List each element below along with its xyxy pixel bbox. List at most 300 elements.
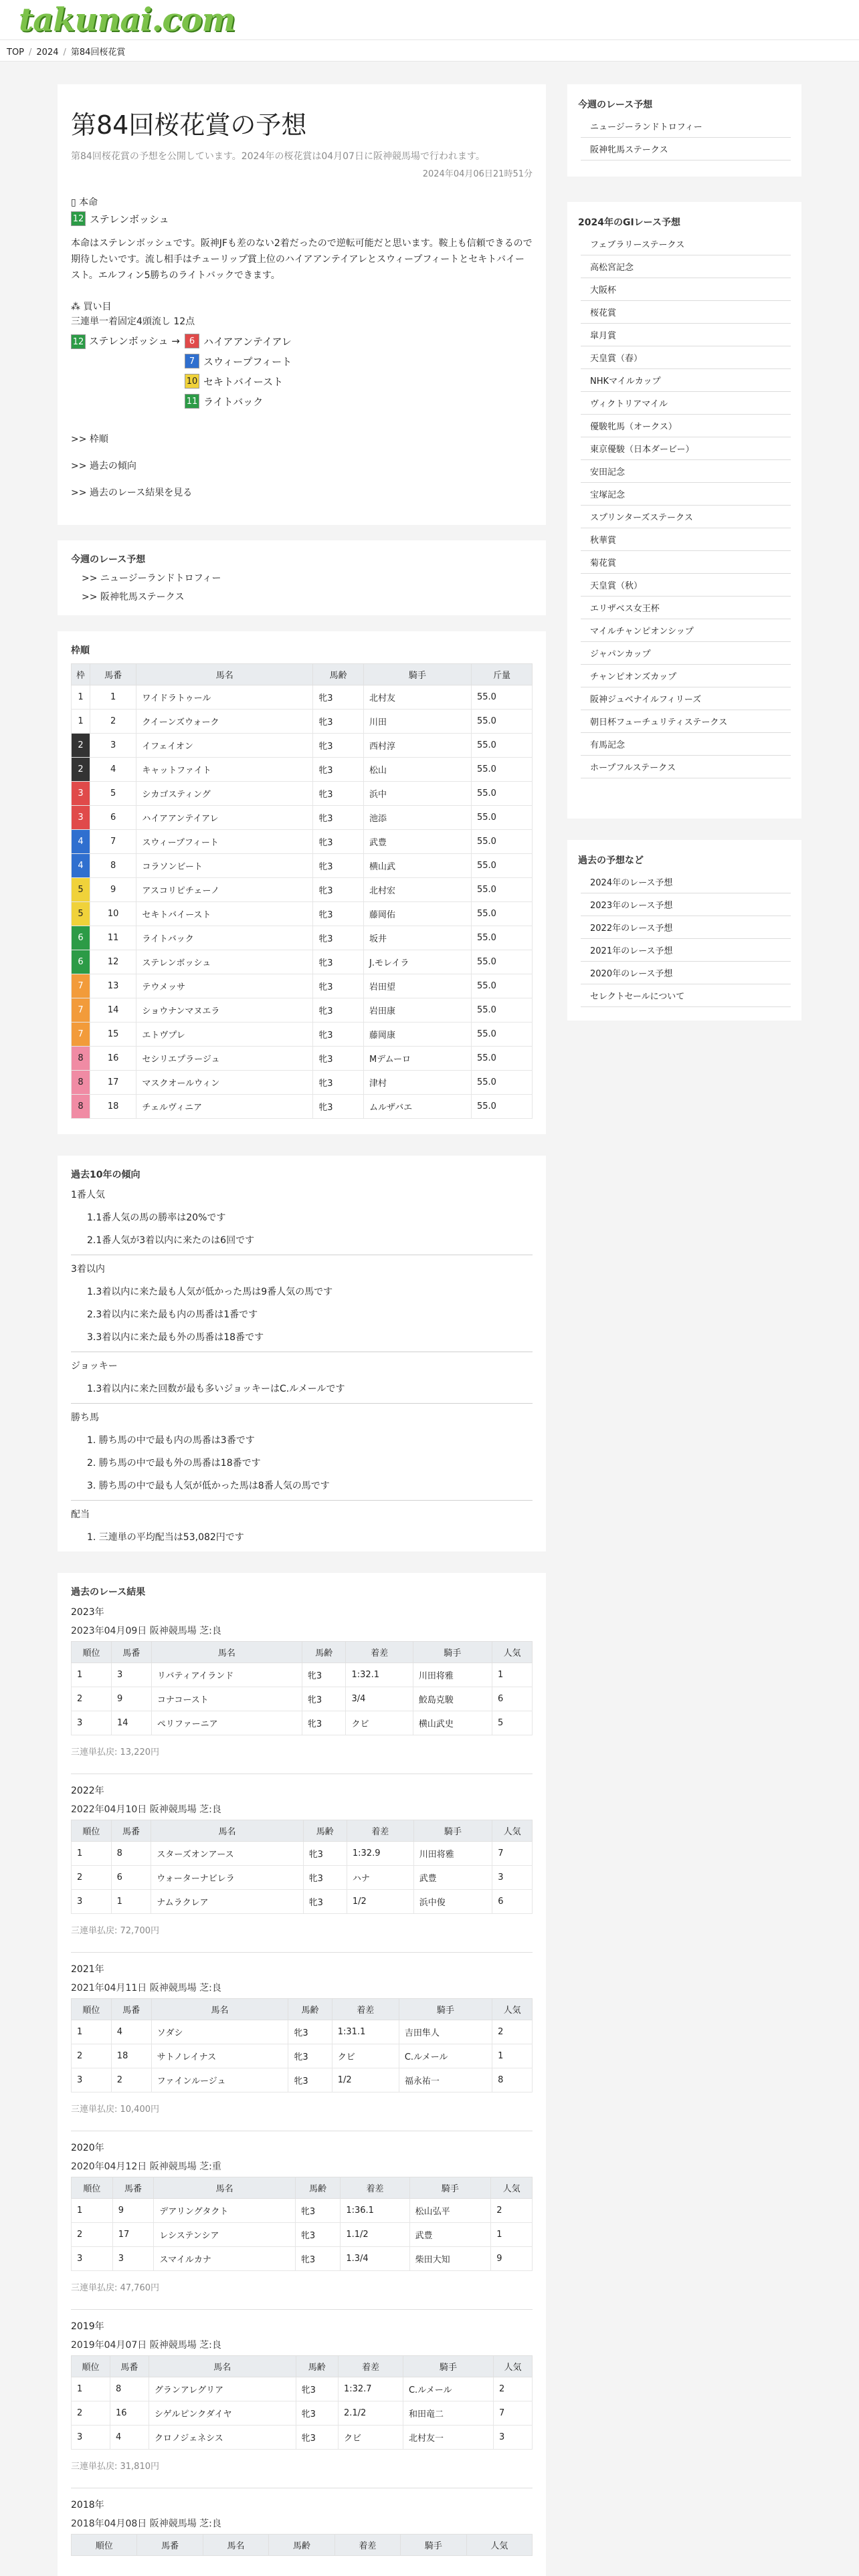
age-cell: 牝3 bbox=[313, 710, 364, 734]
margin-cell: 1:32.7 bbox=[338, 2377, 403, 2401]
column-header: 騎手 bbox=[409, 2177, 491, 2199]
table-row bbox=[72, 830, 533, 854]
link-results[interactable]: >> 過去のレース結果を見る bbox=[71, 488, 193, 498]
horse-number-cell: 3 bbox=[112, 2247, 154, 2271]
breadcrumb-current: 第84回桜花賞 bbox=[70, 47, 126, 58]
jockey-cell: Mデムーロ bbox=[364, 1047, 472, 1071]
jockey-cell: ムルザバエ bbox=[364, 1095, 472, 1119]
age-cell: 牝3 bbox=[313, 1047, 364, 1071]
column-header: 馬番 bbox=[112, 2177, 154, 2199]
waku-cell: 6 bbox=[72, 950, 90, 974]
trend-item: 2. 勝ち馬の中で最も外の馬番は18番です bbox=[87, 1458, 261, 1469]
age-cell: 牝3 bbox=[313, 1023, 364, 1047]
column-header: 騎手 bbox=[364, 664, 472, 685]
result-year-block bbox=[71, 1784, 533, 1936]
sidebar-past-card bbox=[567, 840, 801, 1021]
horse-number-cell: 16 bbox=[90, 1047, 136, 1071]
trend-category: 3着以内 bbox=[71, 1264, 105, 1275]
horse-name-cell: デアリングタクト bbox=[154, 2199, 295, 2223]
result-table bbox=[71, 1820, 533, 1914]
horse-number-badge: 7 bbox=[185, 354, 199, 368]
rank-cell: 1 bbox=[72, 1842, 112, 1866]
divider bbox=[71, 1500, 533, 1501]
horse-number-cell: 10 bbox=[90, 902, 136, 926]
honmei-heading bbox=[71, 195, 533, 209]
horse-name-cell[interactable]: セシリエプラージュ bbox=[136, 1047, 313, 1071]
table-row bbox=[72, 2044, 533, 2068]
popularity-cell: 7 bbox=[493, 2401, 532, 2426]
horse-number-cell: 5 bbox=[90, 782, 136, 806]
sidebar-link[interactable]: セレクトセールについて bbox=[581, 984, 791, 1007]
column-header: 着差 bbox=[346, 1642, 413, 1663]
trend-item: 1. 勝ち馬の中で最も内の馬番は3番です bbox=[87, 1435, 255, 1446]
weight-cell: 55.0 bbox=[471, 974, 532, 998]
jockey-cell: 柴田大知 bbox=[409, 2247, 491, 2271]
horse-number-cell: 18 bbox=[90, 1095, 136, 1119]
sidebar-link[interactable]: 天皇賞（春） bbox=[581, 346, 791, 369]
trend-title: 過去10年の傾向 bbox=[71, 1170, 140, 1180]
sidebar-link[interactable]: 優駿牝馬（オークス） bbox=[581, 415, 791, 437]
column-header: 馬番 bbox=[90, 664, 136, 685]
column-header: 人気 bbox=[492, 1642, 533, 1663]
money-icon: ⁂ bbox=[71, 302, 80, 312]
result-year: 2023年 bbox=[71, 1607, 104, 1618]
sidebar-link[interactable]: 秋華賞 bbox=[581, 528, 791, 551]
age-cell: 牝3 bbox=[303, 1866, 347, 1890]
column-header: 人気 bbox=[493, 2356, 532, 2377]
table-header-row bbox=[72, 2177, 533, 2199]
table-row bbox=[72, 1663, 533, 1687]
jockey-cell: 和田竜二 bbox=[403, 2401, 493, 2426]
age-cell: 牝3 bbox=[302, 1711, 346, 1735]
column-header: 馬齢 bbox=[296, 2356, 338, 2377]
popularity-cell: 1 bbox=[492, 2044, 533, 2068]
table-row bbox=[72, 1866, 533, 1890]
horse-name-cell[interactable]: エトヴプレ bbox=[136, 1023, 313, 1047]
horse-name-cell[interactable]: ワイドラトゥール bbox=[136, 685, 313, 710]
trend-category: 勝ち馬 bbox=[71, 1412, 99, 1423]
site-logo[interactable]: takunai.com bbox=[19, 1, 235, 39]
sidebar-link[interactable]: NHKマイルカップ bbox=[581, 369, 791, 392]
link-trend[interactable]: >> 過去の傾向 bbox=[71, 461, 136, 471]
sidebar-link[interactable]: フェブラリーステークス bbox=[581, 233, 791, 255]
age-cell: 牝3 bbox=[288, 2044, 332, 2068]
sidebar-link[interactable]: ホープフルステークス bbox=[581, 756, 791, 778]
table-header-row bbox=[72, 1820, 533, 1842]
payout-text: 三連単払戻: 13,220円 bbox=[71, 1747, 159, 1757]
column-header: 馬齢 bbox=[303, 1820, 347, 1842]
trend-category: 配当 bbox=[71, 1509, 90, 1520]
result-year: 2022年 bbox=[71, 1786, 104, 1796]
kaime-partner-name: セキトバイースト bbox=[203, 375, 283, 388]
sidebar-g1-title: 2024年のGⅠレース予想 bbox=[578, 217, 680, 228]
column-header: 順位 bbox=[72, 2535, 137, 2556]
jockey-cell: 松山 bbox=[364, 758, 472, 782]
column-header: 人気 bbox=[492, 1999, 533, 2020]
horse-name-cell[interactable]: ステレンボッシュ bbox=[136, 950, 313, 974]
sidebar-link[interactable]: 2023年のレース予想 bbox=[581, 893, 791, 916]
breadcrumb-year[interactable]: 2024 bbox=[36, 47, 59, 58]
kaime-heading bbox=[71, 300, 533, 313]
sidebar-link[interactable]: 2021年のレース予想 bbox=[581, 939, 791, 962]
column-header: 馬番 bbox=[137, 2535, 203, 2556]
column-header: 馬番 bbox=[110, 2356, 149, 2377]
waku-cell: 1 bbox=[72, 710, 90, 734]
jockey-cell: 北村友 bbox=[364, 685, 472, 710]
column-header: 騎手 bbox=[399, 1999, 492, 2020]
past-results-title: 過去のレース結果 bbox=[71, 1587, 146, 1598]
horse-number-cell: 2 bbox=[111, 2068, 151, 2092]
column-header: 騎手 bbox=[413, 1820, 492, 1842]
sidebar-link[interactable]: チャンピオンズカップ bbox=[581, 665, 791, 687]
check-icon: ▯ bbox=[71, 197, 76, 208]
post-position-title: 枠順 bbox=[71, 645, 90, 656]
column-header: 人気 bbox=[466, 2535, 532, 2556]
sidebar-link[interactable]: 天皇賞（秋） bbox=[581, 574, 791, 597]
breadcrumb-top[interactable]: TOP bbox=[7, 47, 25, 58]
horse-number-badge: 6 bbox=[185, 334, 199, 348]
result-year-block bbox=[71, 2141, 533, 2293]
waku-cell: 1 bbox=[72, 685, 90, 710]
horse-name-cell[interactable]: クイーンズウォーク bbox=[136, 710, 313, 734]
jockey-cell: 横山武史 bbox=[413, 1711, 492, 1735]
horse-name-cell[interactable]: セキトバイースト bbox=[136, 902, 313, 926]
horse-name-cell: グランアレグリア bbox=[149, 2377, 296, 2401]
horse-name-cell: スターズオンアース bbox=[151, 1842, 303, 1866]
column-header: 馬名 bbox=[203, 2535, 268, 2556]
result-meta: 2019年04月07日 阪神競馬場 芝:良 bbox=[71, 2340, 221, 2351]
age-cell: 牝3 bbox=[313, 758, 364, 782]
column-header: 着差 bbox=[332, 1999, 399, 2020]
sidebar-link[interactable]: 阪神ジュベナイルフィリーズ bbox=[581, 687, 791, 710]
horse-name-cell: レシステンシア bbox=[154, 2223, 295, 2247]
horse-name-cell: サトノレイナス bbox=[151, 2044, 288, 2068]
margin-cell: 1:31.1 bbox=[332, 2020, 399, 2044]
result-meta: 2023年04月09日 阪神競馬場 芝:良 bbox=[71, 1626, 221, 1636]
horse-name-cell: クロノジェネシス bbox=[149, 2426, 296, 2450]
kaime-axis-name: ステレンボッシュ bbox=[88, 335, 169, 347]
table-row bbox=[72, 1047, 533, 1071]
horse-number-cell: 16 bbox=[110, 2401, 149, 2426]
horse-number-cell: 1 bbox=[90, 685, 136, 710]
column-header: 着差 bbox=[338, 2356, 403, 2377]
age-cell: 牝3 bbox=[313, 734, 364, 758]
age-cell: 牝3 bbox=[313, 830, 364, 854]
rank-cell: 3 bbox=[72, 2068, 112, 2092]
jockey-cell: 川田 bbox=[364, 710, 472, 734]
honmei-comment: 本命はステレンボッシュです。阪神JFも差のない2着だったので逆転可能だと思います。鞍上も信頼できるので期待したいです。流し相手はチューリップ賞上位のハイアアンテイアレとスウィープフィートとセキトバイースト。エルフィン5勝ちのライトバックできます。 bbox=[71, 238, 533, 281]
margin-cell: 1:32.9 bbox=[347, 1842, 413, 1866]
table-row bbox=[72, 758, 533, 782]
waku-cell: 2 bbox=[72, 734, 90, 758]
sidebar-link[interactable]: 大阪杯 bbox=[581, 278, 791, 301]
horse-number-cell: 14 bbox=[90, 998, 136, 1023]
rank-cell: 1 bbox=[72, 2377, 110, 2401]
table-row bbox=[72, 1095, 533, 1119]
horse-name-cell[interactable]: スウィープフィート bbox=[136, 830, 313, 854]
jockey-cell: 津村 bbox=[364, 1071, 472, 1095]
sidebar-link[interactable]: 2022年のレース予想 bbox=[581, 916, 791, 939]
horse-name-cell[interactable]: テウメッサ bbox=[136, 974, 313, 998]
result-meta: 2021年04月11日 阪神競馬場 芝:良 bbox=[71, 1983, 221, 1994]
horse-name-cell: コナコースト bbox=[151, 1687, 302, 1711]
week-races-title: 今週のレース予想 bbox=[71, 554, 146, 565]
weight-cell: 55.0 bbox=[471, 1095, 532, 1119]
jockey-cell: 西村淳 bbox=[364, 734, 472, 758]
trend-item: 2.3着以内に来た最も内の馬番は1番です bbox=[87, 1309, 258, 1320]
trend-category: 1番人気 bbox=[71, 1190, 105, 1200]
weight-cell: 55.0 bbox=[471, 926, 532, 950]
sidebar-link[interactable]: 東京優駿（日本ダービー） bbox=[581, 437, 791, 460]
column-header: 人気 bbox=[491, 2177, 533, 2199]
result-meta: 2018年04月08日 阪神競馬場 芝:良 bbox=[71, 2518, 221, 2529]
column-header: 着差 bbox=[347, 1820, 413, 1842]
rank-cell: 2 bbox=[72, 2044, 112, 2068]
weight-cell: 55.0 bbox=[471, 1023, 532, 1047]
prediction-card bbox=[58, 84, 546, 525]
divider bbox=[71, 1952, 533, 1953]
sidebar-past-title: 過去の予想など bbox=[578, 855, 644, 866]
horse-number-cell: 3 bbox=[111, 1663, 151, 1687]
age-cell: 牝3 bbox=[313, 902, 364, 926]
sidebar-link[interactable]: 2024年のレース予想 bbox=[581, 871, 791, 893]
column-header: 馬名 bbox=[154, 2177, 295, 2199]
result-table bbox=[71, 2534, 533, 2556]
column-header: 馬名 bbox=[149, 2356, 296, 2377]
sidebar-link[interactable]: 桜花賞 bbox=[581, 301, 791, 324]
sidebar-link[interactable]: 阪神牝馬ステークス bbox=[581, 138, 791, 160]
horse-number-cell: 6 bbox=[90, 806, 136, 830]
age-cell: 牝3 bbox=[303, 1890, 347, 1914]
column-header: 騎手 bbox=[403, 2356, 493, 2377]
popularity-cell: 9 bbox=[491, 2247, 533, 2271]
weight-cell: 55.0 bbox=[471, 806, 532, 830]
week-race-link[interactable]: >> 阪神牝馬ステークス bbox=[82, 592, 185, 603]
jockey-cell: 鮫島克駿 bbox=[413, 1687, 492, 1711]
age-cell: 牝3 bbox=[313, 998, 364, 1023]
sidebar-link[interactable]: マイルチャンピオンシップ bbox=[581, 619, 791, 642]
jockey-cell: 北村宏 bbox=[364, 878, 472, 902]
sidebar-link[interactable]: 皐月賞 bbox=[581, 324, 791, 346]
horse-name-cell[interactable]: キャットファイト bbox=[136, 758, 313, 782]
sidebar-link[interactable]: 高松宮記念 bbox=[581, 255, 791, 278]
table-header-row bbox=[72, 1999, 533, 2020]
sidebar-link[interactable]: ヴィクトリアマイル bbox=[581, 392, 791, 415]
sidebar-week-card bbox=[567, 84, 801, 177]
sidebar-link[interactable]: 安田記念 bbox=[581, 460, 791, 483]
horse-number-cell: 2 bbox=[90, 710, 136, 734]
result-table bbox=[71, 2177, 533, 2271]
jockey-cell: 藤岡佑 bbox=[364, 902, 472, 926]
margin-cell: 3/4 bbox=[346, 1687, 413, 1711]
age-cell: 牝3 bbox=[295, 2223, 340, 2247]
column-header: 馬名 bbox=[151, 1820, 303, 1842]
weight-cell: 55.0 bbox=[471, 782, 532, 806]
horse-number-cell: 17 bbox=[90, 1071, 136, 1095]
horse-name-cell[interactable]: コラソンビート bbox=[136, 854, 313, 878]
weight-cell: 55.0 bbox=[471, 710, 532, 734]
link-waku[interactable]: >> 枠順 bbox=[71, 434, 108, 445]
popularity-cell: 2 bbox=[491, 2199, 533, 2223]
waku-cell: 8 bbox=[72, 1095, 90, 1119]
horse-name-cell[interactable]: イフェイオン bbox=[136, 734, 313, 758]
waku-cell: 3 bbox=[72, 806, 90, 830]
weight-cell: 55.0 bbox=[471, 758, 532, 782]
horse-name-cell[interactable]: ハイアアンテイアレ bbox=[136, 806, 313, 830]
rank-cell: 1 bbox=[72, 1663, 112, 1687]
horse-name-cell[interactable]: チェルヴィニア bbox=[136, 1095, 313, 1119]
table-row bbox=[72, 734, 533, 758]
rank-cell: 3 bbox=[72, 1711, 112, 1735]
jockey-cell: 吉田隼人 bbox=[399, 2020, 492, 2044]
margin-cell: ハナ bbox=[347, 1866, 413, 1890]
horse-number-cell: 4 bbox=[90, 758, 136, 782]
breadcrumb-separator: / bbox=[63, 47, 66, 58]
rank-cell: 1 bbox=[72, 2020, 112, 2044]
popularity-cell: 7 bbox=[492, 1842, 533, 1866]
table-row bbox=[72, 806, 533, 830]
page-description: 第84回桜花賞の予想を公開しています。2024年の桜花賞は04月07日に阪神競馬場で行われます。 bbox=[71, 151, 485, 162]
trend-item: 3. 勝ち馬の中で最も人気が低かった馬は8番人気の馬です bbox=[87, 1481, 330, 1491]
table-row bbox=[72, 926, 533, 950]
divider bbox=[71, 1403, 533, 1404]
table-row bbox=[72, 2223, 533, 2247]
sidebar-link[interactable]: 朝日杯フューチュリティステークス bbox=[581, 710, 791, 733]
column-header: 人気 bbox=[492, 1820, 533, 1842]
popularity-cell: 1 bbox=[492, 1663, 533, 1687]
age-cell: 牝3 bbox=[313, 950, 364, 974]
horse-name-cell[interactable]: ショウナンマヌエラ bbox=[136, 998, 313, 1023]
weight-cell: 55.0 bbox=[471, 998, 532, 1023]
column-header: 馬齢 bbox=[313, 664, 364, 685]
jockey-cell: 川田将雅 bbox=[413, 1842, 492, 1866]
horse-number-cell: 9 bbox=[111, 1687, 151, 1711]
jockey-cell: J.モレイラ bbox=[364, 950, 472, 974]
popularity-cell: 2 bbox=[493, 2377, 532, 2401]
sidebar-link[interactable]: 有馬記念 bbox=[581, 733, 791, 756]
sidebar-link[interactable]: ニュージーランドトロフィー bbox=[581, 115, 791, 138]
age-cell: 牝3 bbox=[313, 926, 364, 950]
horse-name-cell: ソダシ bbox=[151, 2020, 288, 2044]
horse-number-cell: 4 bbox=[111, 2020, 151, 2044]
past-results-list bbox=[71, 1605, 533, 2556]
horse-number-badge: 12 bbox=[71, 334, 86, 349]
column-header: 馬齢 bbox=[295, 2177, 340, 2199]
horse-name-cell[interactable]: マスクオールウィン bbox=[136, 1071, 313, 1095]
table-row bbox=[72, 974, 533, 998]
table-row bbox=[72, 902, 533, 926]
honmei-heading-label: 本命 bbox=[79, 197, 98, 208]
page-title: 第84回桜花賞の予想 bbox=[71, 110, 307, 140]
horse-number-cell: 18 bbox=[111, 2044, 151, 2068]
jockey-cell: 武豊 bbox=[413, 1866, 492, 1890]
table-row bbox=[72, 998, 533, 1023]
waku-cell: 7 bbox=[72, 998, 90, 1023]
horse-name-cell[interactable]: アスコリピチェーノ bbox=[136, 878, 313, 902]
column-header: 順位 bbox=[72, 1999, 112, 2020]
column-header: 馬齢 bbox=[269, 2535, 335, 2556]
horse-number-cell: 8 bbox=[90, 854, 136, 878]
waku-cell: 5 bbox=[72, 902, 90, 926]
kaime-type: 三連単一着固定4頭流し 12点 bbox=[71, 316, 195, 327]
jockey-cell: 岩田康 bbox=[364, 998, 472, 1023]
kaime-partner-name: スウィープフィート bbox=[203, 355, 292, 368]
horse-number-cell: 11 bbox=[90, 926, 136, 950]
margin-cell: 1:36.1 bbox=[341, 2199, 409, 2223]
waku-cell: 8 bbox=[72, 1071, 90, 1095]
sidebar-link[interactable]: エリザベス女王杯 bbox=[581, 597, 791, 619]
kaime-heading-label: 買い目 bbox=[83, 302, 112, 312]
popularity-cell: 6 bbox=[492, 1687, 533, 1711]
sidebar-link[interactable]: 菊花賞 bbox=[581, 551, 791, 574]
age-cell: 牝3 bbox=[313, 806, 364, 830]
table-header-row bbox=[72, 2535, 533, 2556]
jockey-cell: 藤岡康 bbox=[364, 1023, 472, 1047]
post-position-card bbox=[58, 631, 546, 1134]
column-header: 順位 bbox=[72, 2356, 110, 2377]
rank-cell: 2 bbox=[72, 2401, 110, 2426]
sidebar-link[interactable]: 2020年のレース予想 bbox=[581, 962, 791, 984]
horse-number-cell: 17 bbox=[112, 2223, 154, 2247]
past-results-card bbox=[58, 1573, 546, 2576]
payout-text: 三連単払戻: 10,400円 bbox=[71, 2105, 159, 2115]
sidebar-link[interactable]: 宝塚記念 bbox=[581, 483, 791, 506]
column-header: 騎手 bbox=[401, 2535, 466, 2556]
horse-number-cell: 8 bbox=[111, 1842, 151, 1866]
popularity-cell: 8 bbox=[492, 2068, 533, 2092]
result-year-block bbox=[71, 2498, 533, 2556]
horse-number-cell: 7 bbox=[90, 830, 136, 854]
table-row bbox=[72, 2426, 533, 2450]
horse-name-cell[interactable]: ライトバック bbox=[136, 926, 313, 950]
age-cell: 牝3 bbox=[296, 2401, 338, 2426]
sidebar-link[interactable]: ジャパンカップ bbox=[581, 642, 791, 665]
column-header: 順位 bbox=[72, 2177, 113, 2199]
arrow-icon: → bbox=[171, 335, 180, 347]
horse-name-cell: ウォーターナビレラ bbox=[151, 1866, 303, 1890]
table-header-row bbox=[72, 2356, 533, 2377]
waku-cell: 7 bbox=[72, 1023, 90, 1047]
waku-cell: 3 bbox=[72, 782, 90, 806]
column-header: 馬名 bbox=[151, 1642, 302, 1663]
horse-name-cell[interactable]: シカゴスティング bbox=[136, 782, 313, 806]
publish-date: 2024年04月06日21時51分 bbox=[422, 169, 533, 179]
horse-number-cell: 12 bbox=[90, 950, 136, 974]
honmei-horse bbox=[71, 211, 533, 226]
result-year: 2021年 bbox=[71, 1964, 104, 1975]
rank-cell: 2 bbox=[72, 2223, 113, 2247]
honmei-horse-name: ステレンボッシュ bbox=[90, 213, 169, 225]
breadcrumb bbox=[0, 40, 859, 62]
trend-item: 2.1番人気が3着以内に来たのは6回です bbox=[87, 1235, 255, 1246]
horse-number-cell: 1 bbox=[111, 1890, 151, 1914]
jockey-cell: 川田将雅 bbox=[413, 1663, 492, 1687]
horse-number-badge: 12 bbox=[71, 211, 86, 226]
payout-text: 三連単払戻: 31,810円 bbox=[71, 2462, 159, 2472]
weight-cell: 55.0 bbox=[471, 902, 532, 926]
column-header: 馬番 bbox=[111, 1820, 151, 1842]
horse-number-cell: 8 bbox=[110, 2377, 149, 2401]
weight-cell: 55.0 bbox=[471, 950, 532, 974]
jockey-cell: 池添 bbox=[364, 806, 472, 830]
result-meta: 2020年04月12日 阪神競馬場 芝:重 bbox=[71, 2161, 221, 2172]
trend-item: 3.3着以内に来た最も外の馬番は18番です bbox=[87, 1332, 264, 1343]
sidebar-link[interactable]: スプリンターズステークス bbox=[581, 506, 791, 528]
trend-card bbox=[58, 1156, 546, 1551]
age-cell: 牝3 bbox=[303, 1842, 347, 1866]
horse-name-cell: ファインルージュ bbox=[151, 2068, 288, 2092]
week-race-link[interactable]: >> ニュージーランドトロフィー bbox=[82, 573, 221, 584]
